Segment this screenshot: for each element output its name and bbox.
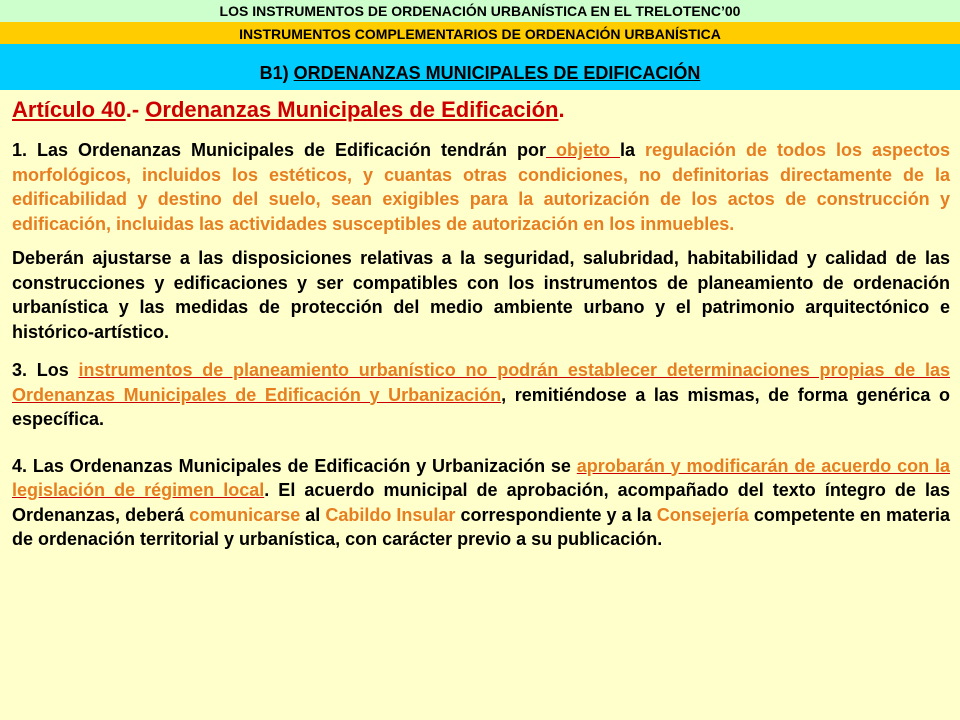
paragraph-4-cabildo: Cabildo Insular bbox=[325, 504, 456, 525]
paragraph-4-text-i: competente en materia de ordenación territorial y urbanística, con carácter previo a su publicación. bbox=[12, 504, 950, 549]
paragraph-4-comunicarse: comunicarse bbox=[189, 504, 301, 525]
header-band-section bbox=[0, 22, 960, 44]
topic-prefix: B1) bbox=[259, 63, 294, 83]
paragraph-1-highlight: regulación de todos los aspectos morfológicos, incluidos los estéticos, y cuantas otras condiciones, no definitorias directamente de la edificabilidad y destino del suelo, sean exigibles para la autorización de los actos de construcción y edificación, incluidas las actividades susceptibles de autorización en los inmuebles. bbox=[12, 140, 950, 234]
paragraph-2: Deberán ajustarse a las disposiciones relativas a la seguridad, salubridad, habitabilidad y calidad de las construcciones y edificaciones y ser compatibles con los instrumentos de planeamiento de ordenación urbanística y las medidas de protección del medio ambiente urbano y el patrimonio arquitectónico e histórico-artístico. bbox=[12, 248, 950, 342]
paragraph-4-highlight-approval: aprobarán y modificarán de acuerdo con la legislación de régimen local bbox=[12, 455, 950, 500]
paragraph-3 bbox=[12, 358, 950, 432]
article-name: Ordenanzas Municipales de Edificación bbox=[145, 97, 559, 122]
header-band-course bbox=[0, 0, 960, 22]
paragraph-3-text-a: 3. Los bbox=[12, 360, 79, 380]
paragraph-4-text-c: . El acuerdo municipal de aprobación, acompañado del texto íntegro de las Ordenanzas, deberá bbox=[12, 480, 950, 525]
article-body bbox=[12, 96, 950, 552]
article-number: Artículo 40 bbox=[12, 97, 126, 122]
paragraph-4 bbox=[12, 454, 950, 552]
course-title: LOS INSTRUMENTOS DE ORDENACIÓN URBANÍSTICA EN EL TRELOTENC’00 bbox=[219, 3, 741, 19]
article-separator: .- bbox=[125, 97, 146, 122]
header-band-topic bbox=[0, 44, 960, 90]
paragraph-4-text-a: 4. Las Ordenanzas Municipales de Edificación y Urbanización se bbox=[12, 455, 577, 476]
paragraph-3-highlight: instrumentos de planeamiento urbanístico no podrán establecer determinaciones propias de las Ordenanzas Municipales de Edificación y Urbanización bbox=[12, 360, 951, 405]
paragraph-4-consejeria: Consejería bbox=[656, 504, 749, 525]
paragraph-1 bbox=[12, 138, 950, 236]
paragraph-1-objeto: objeto bbox=[546, 140, 620, 160]
paragraph-1-text-c: la bbox=[619, 140, 645, 160]
topic-title: ORDENANZAS MUNICIPALES DE EDIFICACIÓN bbox=[293, 63, 701, 83]
article-end: . bbox=[558, 97, 565, 122]
paragraph-3-text-c: , remitiéndose a las mismas, de forma genérica o específica. bbox=[12, 384, 951, 429]
paragraph-4-text-g: correspondiente y a la bbox=[455, 504, 657, 525]
article-heading bbox=[12, 96, 950, 124]
paragraph-4-text-e: al bbox=[300, 504, 326, 525]
section-title: INSTRUMENTOS COMPLEMENTARIOS DE ORDENACIÓN URBANÍSTICA bbox=[239, 26, 721, 42]
paragraph-1-text-a: 1. Las Ordenanzas Municipales de Edificación tendrán por bbox=[12, 140, 547, 160]
